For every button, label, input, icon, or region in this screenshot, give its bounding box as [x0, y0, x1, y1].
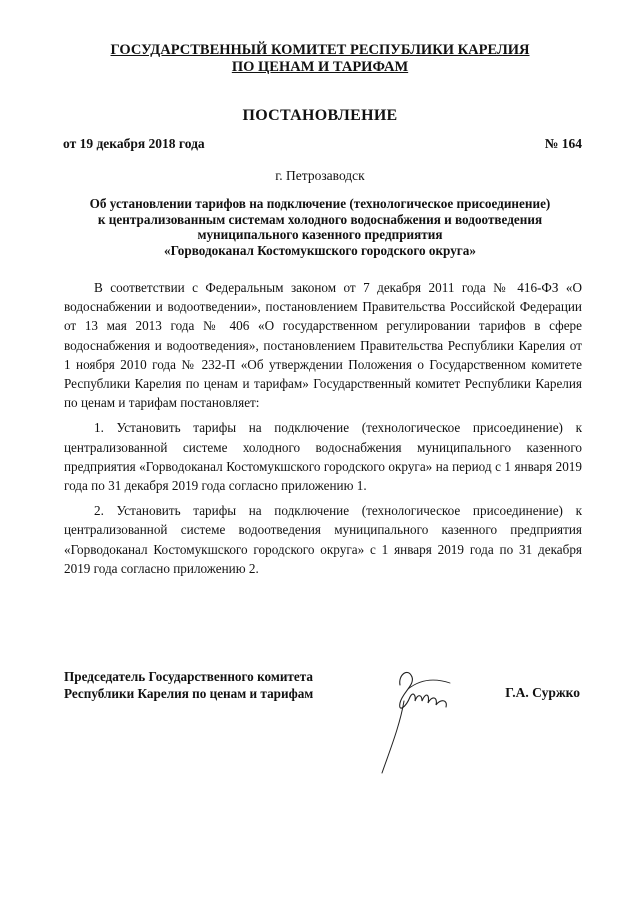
preamble-paragraph: В соответствии с Федеральным законом от 7 декабря 2011 года № 416-ФЗ «О водоснабжении и водоотведении», постановлением Правительства Российской Федерации от 13 мая 2013 года № 406 «О государственном регулировании тарифов в сфере водоснабжения и водоотведения», постановлением Правительства Республики Карелия от 1 ноября 2010 года № 232-П «Об утверждении Положения о Государственном комитете Республики Карелия по ценам и тарифам» Государственный комитет Республики Карелия по ценам и тарифам постановляет:	[64, 280, 582, 411]
resolution-item-1: 1. Установить тарифы на подключение (технологическое присоединение) к централизованной системе холодного водоснабжения муниципального казенного предприятия «Горводоканал Костомукшского городского округа» на период с 1 января 2019 года по 31 декабря 2019 года согласно приложению 1.	[64, 420, 582, 494]
org-name-line2: ПО ЦЕНАМ И ТАРИФАМ	[231, 59, 409, 75]
signatory-name: Г.А. Суржко	[505, 685, 580, 700]
signatory-position-line2: Республики Карелия по ценам и тарифам	[64, 686, 314, 701]
organization-header	[60, 42, 580, 76]
subject-line4: «Горводоканал Костомукшского городского округа»	[163, 242, 476, 258]
handwritten-signature	[360, 655, 470, 780]
document-subject	[60, 196, 580, 258]
signatory-position-line1: Председатель Государственного комитета	[64, 669, 313, 684]
signatory-position	[64, 668, 313, 702]
document-type-title: ПОСТАНОВЛЕНИЕ	[242, 107, 398, 124]
resolution-item-2: 2. Установить тарифы на подключение (технологическое присоединение) к централизованной системе водоотведения муниципального казенного предприятия «Горводоканал Костомукшского городского округа» с 1 января 2019 года по 31 декабря 2019 года согласно приложению 2.	[64, 503, 582, 576]
document-city: г. Петрозаводск	[275, 168, 365, 183]
subject-line3: муниципального казенного предприятия	[197, 227, 443, 242]
subject-line2: к централизованным системам холодного водоснабжения и водоотведения	[97, 211, 543, 227]
org-name-line1: ГОСУДАРСТВЕННЫЙ КОМИТЕТ РЕСПУБЛИКИ КАРЕЛИЯ	[110, 42, 530, 58]
document-date: от 19 декабря 2018 года	[63, 136, 205, 151]
document-body	[64, 278, 582, 584]
subject-line1: Об установлении тарифов на подключение (технологическое присоединение)	[89, 196, 551, 211]
document-number: № 164	[544, 136, 582, 151]
